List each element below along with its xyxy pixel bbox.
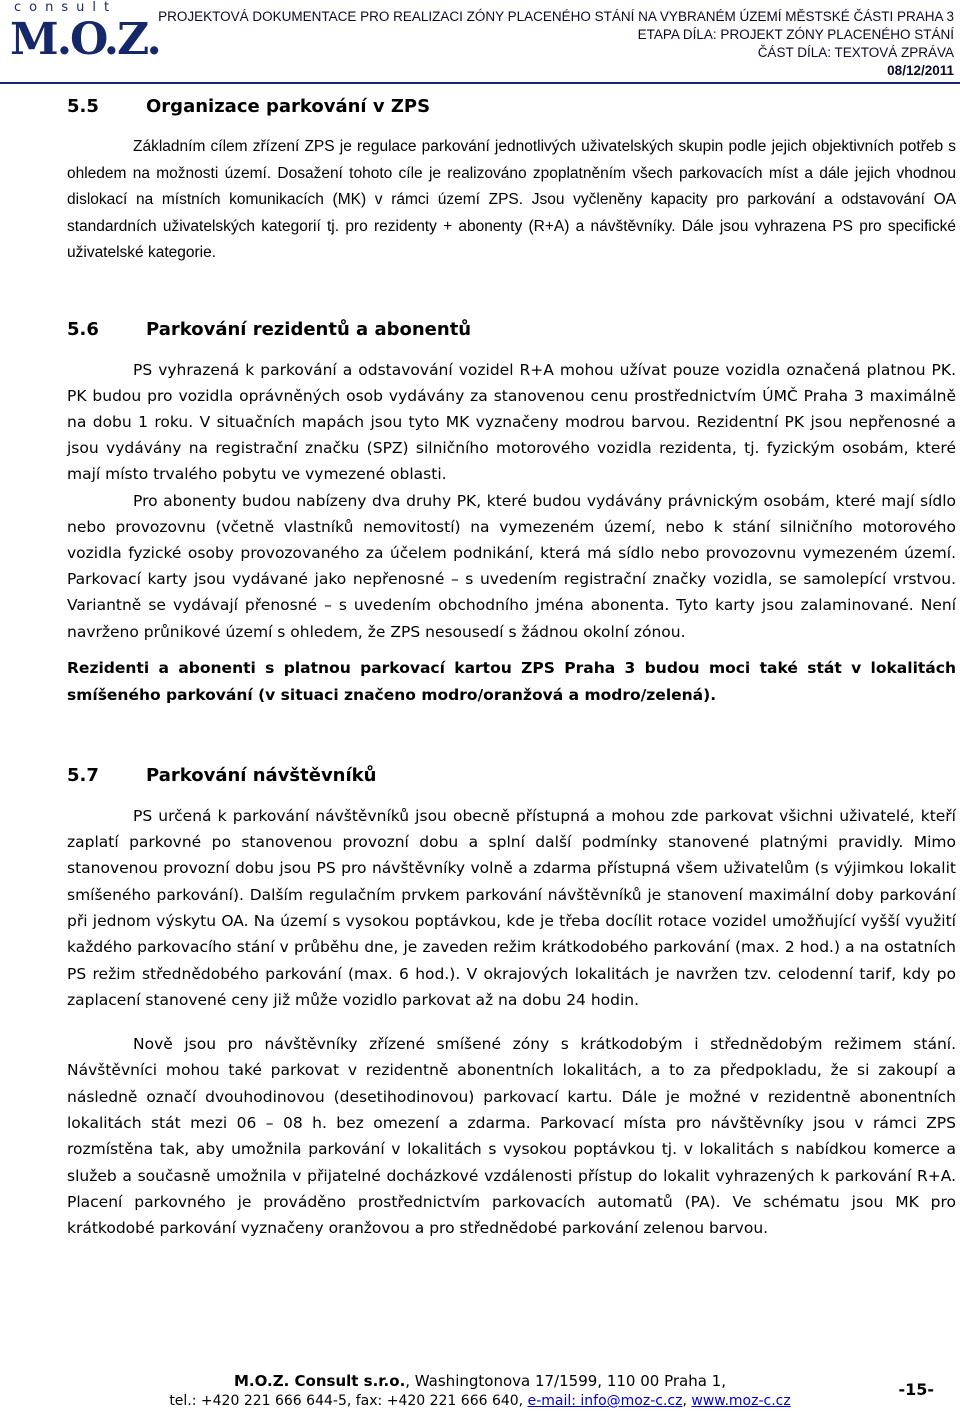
footer-phone: tel.: +420 221 666 644-5, fax: +420 221 666 640,	[169, 1393, 528, 1409]
paragraph-highlight: Rezidenti a abonenti s platnou parkovací kartou ZPS Praha 3 budou moci také stát v lokalitách smíšeného parkování (v situaci značeno modro/oranžová a modro/zelená).	[67, 658, 956, 704]
section-title: Parkování rezidentů a abonentů	[146, 318, 472, 340]
page-footer	[0, 1368, 960, 1411]
header-divider	[0, 82, 960, 84]
footer-separator: ,	[682, 1393, 692, 1409]
paragraph: PS vyhrazená k parkování a odstavování vozidel R+A mohou užívat pouze vozidla označená platnou PK. PK budou pro vozidla oprávněných osob vydávány za stanovenou cenu prostřednictvím ÚMČ Praha 3 maximálně na dobu 1 roku. V situačních mapách jsou tyto MK vyznačeny modrou barvou. Rezidentní PK jsou nepřenosné a jsou vydávány na registrační značku (SPZ) silničního motorového vozidla rezidenta, tj. fyzickým osobám, které mají místo trvalého pobytu ve vymezené oblasti.	[67, 360, 956, 484]
section-number: 5.6	[67, 318, 99, 340]
section-number: 5.5	[67, 96, 99, 117]
header-date: 08/12/2011	[887, 63, 954, 78]
paragraph: Pro abonenty budou nabízeny dva druhy PK, které budou vydávány právnickým osobám, které mají sídlo nebo provozovnu (včetně vlastníků nemovitostí) na vymezeném území, nebo k stání silničního motorového vozidla fyzické osoby provozovaného za účelem podnikání, která má sídlo nebo provozovnu vymezeném území. Parkovací karty jsou vydávané jako nepřenosné – s uvedením registrační značky vozidla, se samolepící vrstvou. Variantně se vydávají přenosné – s uvedením obchodního jména abonenta. Tyto karty jsou zalaminované. Není navrženo průnikové území s ohledem, že ZPS nesousedí s žádnou okolní zónou.	[67, 491, 956, 641]
company-logo	[8, 0, 160, 72]
section-number: 5.7	[67, 764, 99, 786]
page-number: -15-	[898, 1380, 934, 1399]
logo-consult-text: consult	[14, 0, 118, 15]
document-body	[67, 93, 956, 1241]
footer-street: , Washingtonova 17/1599, 110 00 Praha 1,	[405, 1372, 726, 1390]
section-title: Organizace parkování v ZPS	[146, 96, 431, 117]
footer-address	[0, 1371, 960, 1411]
page-header	[0, 0, 960, 90]
footer-web-link[interactable]: www.moz-c.cz	[691, 1393, 791, 1409]
section-title: Parkování návštěvníků	[146, 764, 377, 786]
logo-moz-text: M.O.Z.	[10, 14, 160, 65]
header-title-block	[158, 8, 954, 62]
section-heading-5-7	[67, 763, 956, 789]
header-stage: ETAPA DÍLA: PROJEKT ZÓNY PLACENÉHO STÁNÍ	[637, 27, 954, 42]
footer-company: M.O.Z. Consult s.r.o.	[234, 1372, 406, 1390]
header-project-title: PROJEKTOVÁ DOKUMENTACE PRO REALIZACI ZÓNY PLACENÉHO STÁNÍ NA VYBRANÉM ÚZEMÍ MĚSTSKÉ ČÁSTI PRAHA 3	[158, 9, 954, 24]
section-heading-5-5	[67, 94, 956, 120]
footer-email-link[interactable]: e-mail: info@moz-c.cz	[527, 1393, 683, 1409]
paragraph: Základním cílem zřízení ZPS je regulace parkování jednotlivých uživatelských skupin podle jejich objektivních potřeb s ohledem na možnosti území. Dosažení tohoto cíle je realizováno zpoplatněním všech parkovacích míst a dále jejich vhodnou dislokací na místních komunikacích (MK) v rámci území ZPS. Jsou vyčleněny kapacity pro parkování a odstavování OA standardních uživatelských kategorií tj. pro rezidenty + abonenty (R+A) a návštěvníky. Dále jsou vyhrazena PS pro specifické uživatelské kategorie.	[67, 138, 956, 261]
header-part: ČÁST DÍLA: TEXTOVÁ ZPRÁVA	[757, 45, 954, 60]
section-heading-5-6	[67, 317, 956, 343]
paragraph: PS určená k parkování návštěvníků jsou obecně přístupná a mohou zde parkovat všichni uživatelé, kteří zaplatí parkovné po stanovenou provozní dobu a splní další podmínky stanovené platnými pravidly. Mimo stanovenou provozní dobu jsou PS pro návštěvníky volně a zdarma přístupná všem uživatelům (s výjimkou lokalit smíšeného parkování). Dalším regulačním prvkem parkování návštěvníků je stanovení maximální doby parkování při jednom výskytu OA. Na území s vysokou poptávkou, kde je třeba docílit rotace vozidel umožňující vyšší využití každého parkovacího stání v průběhu dne, je zaveden režim krátkodobého parkování (max. 2 hod.) a na ostatních PS režim střednědobého parkování (max. 6 hod.). V okrajových lokalitách je navržen tzv. celodenní tarif, kdy po zaplacení stanovené ceny již může vozidlo parkovat až na dobu 24 hodin.	[67, 806, 956, 1009]
paragraph: Nově jsou pro návštěvníky zřízené smíšené zóny s krátkodobým i střednědobým režimem stání. Návštěvníci mohou také parkovat v rezidentně abonentních lokalitách, a to za předpokladu, že si zakoupí a následně označí dvouhodinovou (desetihodinovou) parkovací kartu. Dále je možné v rezidentně abonentních lokalitách stát mezi 06 – 08 h. bez omezení a zdarma. Parkovací místa pro návštěvníky jsou v rámci ZPS rozmístěna tak, aby umožnila parkování v lokalitách s vysokou poptávkou tj. v lokalitách s nabídkou komerce a služeb a současně umožnila v přijatelné docházkové vzdálenosti přístup do lokalit vyhrazených k parkování R+A. Placení parkovného je prováděno prostřednictvím parkovacích automatů (PA). Ve schématu jsou MK pro krátkodobé parkování vyznačeny oranžovou a pro střednědobé parkování zelenou barvou.	[67, 1035, 956, 1238]
